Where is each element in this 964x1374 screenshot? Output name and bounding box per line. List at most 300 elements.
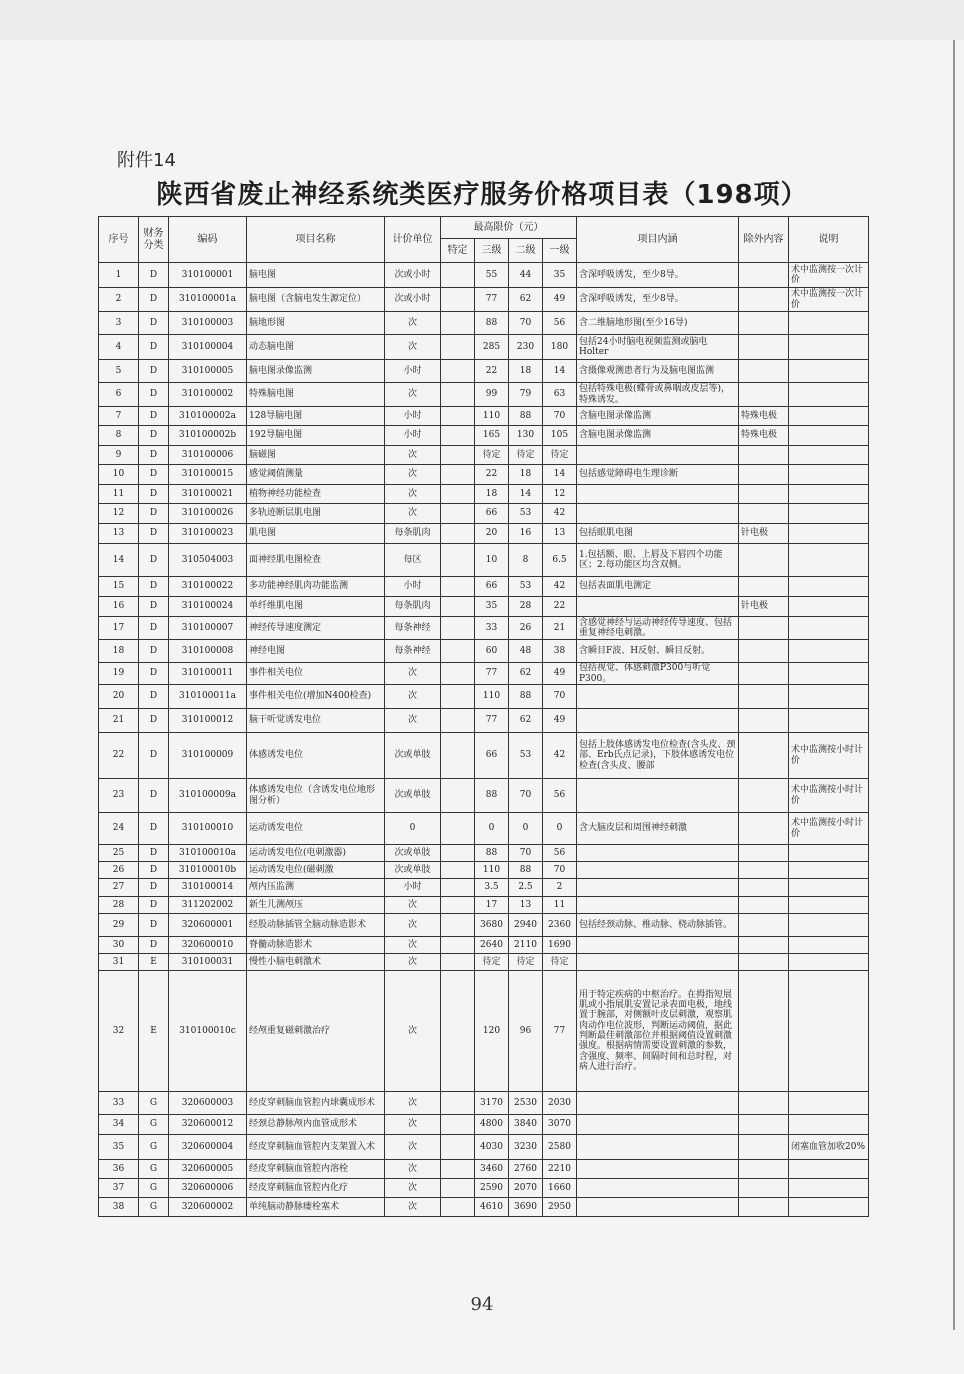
table-row — [99, 524, 869, 544]
code-cell: 310100015 — [169, 465, 247, 485]
header-level3: 三级 — [475, 239, 509, 263]
seq-cell: 19 — [99, 663, 139, 685]
level2-price-cell: 18 — [509, 465, 543, 485]
exclusion-cell — [739, 779, 789, 813]
level3-price-cell: 66 — [475, 577, 509, 597]
level2-price-cell: 2070 — [509, 1179, 543, 1198]
level3-price-cell: 10 — [475, 544, 509, 577]
level1-price-cell: 56 — [543, 312, 577, 335]
code-cell: 310100006 — [169, 446, 247, 465]
name-cell: 多功能神经肌肉功能监测 — [247, 577, 385, 597]
seq-cell: 17 — [99, 617, 139, 640]
name-cell: 事件相关电位(增加N400检查) — [247, 685, 385, 709]
content-cell: 包括24小时脑电视频监测或脑电Holter — [577, 335, 739, 360]
header-exclusion: 除外内容 — [739, 217, 789, 263]
table-row — [99, 1115, 869, 1135]
seq-cell: 12 — [99, 504, 139, 524]
exclusion-cell — [739, 446, 789, 465]
special-price-cell — [441, 426, 475, 446]
table-body — [99, 263, 869, 1217]
name-cell: 面神经肌电图检查 — [247, 544, 385, 577]
note-cell — [789, 485, 869, 504]
content-cell: 含深呼吸诱发，至少8导。 — [577, 263, 739, 288]
level2-price-cell: 88 — [509, 685, 543, 709]
category-cell: D — [139, 383, 169, 407]
content-cell: 包括经颈动脉、椎动脉、桡动脉插管。 — [577, 914, 739, 937]
content-cell — [577, 1092, 739, 1115]
unit-cell: 每条神经 — [385, 640, 441, 663]
level1-price-cell: 49 — [543, 288, 577, 312]
level3-price-cell: 3.5 — [475, 879, 509, 897]
level3-price-cell: 165 — [475, 426, 509, 446]
seq-cell: 24 — [99, 813, 139, 845]
special-price-cell — [441, 845, 475, 862]
category-cell: D — [139, 407, 169, 426]
note-cell — [789, 1160, 869, 1179]
content-cell: 含瞬目F波、H反射、瞬目反射。 — [577, 640, 739, 663]
note-cell — [789, 1115, 869, 1135]
special-price-cell — [441, 1198, 475, 1217]
name-cell: 特殊脑电图 — [247, 383, 385, 407]
category-cell: D — [139, 360, 169, 383]
special-price-cell — [441, 383, 475, 407]
header-level1: 一级 — [543, 239, 577, 263]
note-cell — [789, 577, 869, 597]
name-cell: 经皮穿刺脑血管腔内球囊成形术 — [247, 1092, 385, 1115]
level2-price-cell: 14 — [509, 485, 543, 504]
name-cell: 经皮穿刺脑血管腔内支架置入术 — [247, 1135, 385, 1160]
level2-price-cell: 26 — [509, 617, 543, 640]
name-cell: 神经电图 — [247, 640, 385, 663]
code-cell: 310100002 — [169, 383, 247, 407]
category-cell: D — [139, 845, 169, 862]
name-cell: 经股动脉插管全脑动脉造影术 — [247, 914, 385, 937]
seq-cell: 23 — [99, 779, 139, 813]
note-cell — [789, 862, 869, 879]
note-cell — [789, 897, 869, 914]
level3-price-cell: 77 — [475, 709, 509, 733]
table-row — [99, 485, 869, 504]
category-cell: D — [139, 862, 169, 879]
note-cell — [789, 663, 869, 685]
level3-price-cell: 120 — [475, 971, 509, 1092]
unit-cell: 次 — [385, 709, 441, 733]
special-price-cell — [441, 1179, 475, 1198]
level1-price-cell: 70 — [543, 407, 577, 426]
exclusion-cell — [739, 709, 789, 733]
content-cell — [577, 1179, 739, 1198]
exclusion-cell — [739, 733, 789, 779]
level2-price-cell: 88 — [509, 407, 543, 426]
category-cell: D — [139, 524, 169, 544]
unit-cell: 次 — [385, 383, 441, 407]
exclusion-cell — [739, 335, 789, 360]
code-cell: 310100010b — [169, 862, 247, 879]
code-cell: 310504003 — [169, 544, 247, 577]
seq-cell: 14 — [99, 544, 139, 577]
document-title: 陕西省废止神经系统类医疗服务价格项目表（198项） — [156, 180, 808, 210]
category-cell: G — [139, 1179, 169, 1198]
name-cell: 经颅重复磁刺激治疗 — [247, 971, 385, 1092]
name-cell: 体感诱发电位（含诱发电位地形图分析） — [247, 779, 385, 813]
content-cell: 包括特殊电极(蝶骨或鼻咽或皮层等)，特殊诱发。 — [577, 383, 739, 407]
code-cell: 310100004 — [169, 335, 247, 360]
table-row — [99, 504, 869, 524]
unit-cell: 次 — [385, 485, 441, 504]
level1-price-cell: 38 — [543, 640, 577, 663]
level1-price-cell: 2030 — [543, 1092, 577, 1115]
special-price-cell — [441, 1160, 475, 1179]
seq-cell: 18 — [99, 640, 139, 663]
scan-edge — [0, 0, 964, 40]
level3-price-cell: 33 — [475, 617, 509, 640]
exclusion-cell: 针电极 — [739, 597, 789, 617]
level3-price-cell: 待定 — [475, 954, 509, 971]
seq-cell: 25 — [99, 845, 139, 862]
level1-price-cell: 21 — [543, 617, 577, 640]
level2-price-cell: 79 — [509, 383, 543, 407]
exclusion-cell — [739, 1092, 789, 1115]
level3-price-cell: 60 — [475, 640, 509, 663]
seq-cell: 27 — [99, 879, 139, 897]
note-cell — [789, 335, 869, 360]
table-row — [99, 685, 869, 709]
level1-price-cell: 2360 — [543, 914, 577, 937]
table-row — [99, 544, 869, 577]
level2-price-cell: 62 — [509, 663, 543, 685]
header-category: 财务分类 — [139, 217, 169, 263]
level1-price-cell: 11 — [543, 897, 577, 914]
note-cell — [789, 383, 869, 407]
code-cell: 320600012 — [169, 1115, 247, 1135]
level1-price-cell: 1660 — [543, 1179, 577, 1198]
level2-price-cell: 3840 — [509, 1115, 543, 1135]
content-cell — [577, 709, 739, 733]
code-cell: 310100001a — [169, 288, 247, 312]
unit-cell: 次 — [385, 1160, 441, 1179]
note-cell — [789, 504, 869, 524]
level1-price-cell: 12 — [543, 485, 577, 504]
level1-price-cell: 待定 — [543, 954, 577, 971]
table-row — [99, 709, 869, 733]
table-row — [99, 312, 869, 335]
exclusion-cell — [739, 685, 789, 709]
exclusion-cell — [739, 360, 789, 383]
special-price-cell — [441, 577, 475, 597]
table-row — [99, 1135, 869, 1160]
unit-cell: 次 — [385, 504, 441, 524]
name-cell: 新生儿测颅压 — [247, 897, 385, 914]
seq-cell: 2 — [99, 288, 139, 312]
content-cell — [577, 446, 739, 465]
table-row — [99, 360, 869, 383]
special-price-cell — [441, 335, 475, 360]
category-cell: G — [139, 1198, 169, 1217]
exclusion-cell — [739, 485, 789, 504]
table-row — [99, 1092, 869, 1115]
level2-price-cell: 2940 — [509, 914, 543, 937]
special-price-cell — [441, 524, 475, 544]
level1-price-cell: 6.5 — [543, 544, 577, 577]
note-cell — [789, 954, 869, 971]
level2-price-cell: 2760 — [509, 1160, 543, 1179]
content-cell: 1.包括额、眼、上唇及下唇四个功能区；2.每功能区均含双侧。 — [577, 544, 739, 577]
note-cell — [789, 597, 869, 617]
unit-cell: 次或小时 — [385, 288, 441, 312]
note-cell — [789, 617, 869, 640]
exclusion-cell — [739, 263, 789, 288]
exclusion-cell — [739, 954, 789, 971]
code-cell: 310100011a — [169, 685, 247, 709]
level3-price-cell: 17 — [475, 897, 509, 914]
exclusion-cell — [739, 544, 789, 577]
special-price-cell — [441, 465, 475, 485]
code-cell: 310100003 — [169, 312, 247, 335]
code-cell: 320600004 — [169, 1135, 247, 1160]
level2-price-cell: 62 — [509, 709, 543, 733]
level2-price-cell: 70 — [509, 312, 543, 335]
note-cell — [789, 845, 869, 862]
unit-cell: 次 — [385, 1198, 441, 1217]
level3-price-cell: 88 — [475, 779, 509, 813]
content-cell: 含脑电图录像监测 — [577, 407, 739, 426]
special-price-cell — [441, 937, 475, 954]
special-price-cell — [441, 504, 475, 524]
level3-price-cell: 待定 — [475, 446, 509, 465]
table-row — [99, 813, 869, 845]
seq-cell: 10 — [99, 465, 139, 485]
name-cell: 动态脑电图 — [247, 335, 385, 360]
level3-price-cell: 66 — [475, 733, 509, 779]
level2-price-cell: 44 — [509, 263, 543, 288]
content-cell — [577, 954, 739, 971]
category-cell: D — [139, 685, 169, 709]
exclusion-cell — [739, 937, 789, 954]
level2-price-cell: 待定 — [509, 446, 543, 465]
note-cell — [789, 465, 869, 485]
name-cell: 事件相关电位 — [247, 663, 385, 685]
special-price-cell — [441, 597, 475, 617]
content-cell — [577, 1198, 739, 1217]
level3-price-cell: 4800 — [475, 1115, 509, 1135]
level1-price-cell: 2210 — [543, 1160, 577, 1179]
exclusion-cell — [739, 1135, 789, 1160]
level3-price-cell: 3170 — [475, 1092, 509, 1115]
seq-cell: 4 — [99, 335, 139, 360]
code-cell: 311202002 — [169, 897, 247, 914]
note-cell: 术中监测按一次计价 — [789, 263, 869, 288]
note-cell: 闭塞血管加收20% — [789, 1135, 869, 1160]
level3-price-cell: 22 — [475, 360, 509, 383]
level1-price-cell: 22 — [543, 597, 577, 617]
code-cell: 320600001 — [169, 914, 247, 937]
level3-price-cell: 2640 — [475, 937, 509, 954]
level2-price-cell: 53 — [509, 577, 543, 597]
category-cell: E — [139, 954, 169, 971]
content-cell: 含大脑皮层和周围神经刺激 — [577, 813, 739, 845]
category-cell: D — [139, 914, 169, 937]
exclusion-cell — [739, 879, 789, 897]
seq-cell: 3 — [99, 312, 139, 335]
level1-price-cell: 待定 — [543, 446, 577, 465]
special-price-cell — [441, 446, 475, 465]
level3-price-cell: 55 — [475, 263, 509, 288]
code-cell: 310100009a — [169, 779, 247, 813]
code-cell: 310100011 — [169, 663, 247, 685]
level2-price-cell: 2110 — [509, 937, 543, 954]
code-cell: 310100024 — [169, 597, 247, 617]
seq-cell: 37 — [99, 1179, 139, 1198]
name-cell: 脑电图 — [247, 263, 385, 288]
category-cell: D — [139, 312, 169, 335]
special-price-cell — [441, 263, 475, 288]
name-cell: 128导脑电图 — [247, 407, 385, 426]
exclusion-cell — [739, 1179, 789, 1198]
table-row — [99, 263, 869, 288]
header-seq: 序号 — [99, 217, 139, 263]
note-cell — [789, 971, 869, 1092]
name-cell: 脊髓动脉造影术 — [247, 937, 385, 954]
exclusion-cell — [739, 862, 789, 879]
table-row — [99, 937, 869, 954]
level2-price-cell: 8 — [509, 544, 543, 577]
code-cell: 310100007 — [169, 617, 247, 640]
level1-price-cell: 49 — [543, 709, 577, 733]
level2-price-cell: 28 — [509, 597, 543, 617]
note-cell: 术中监测按小时计价 — [789, 733, 869, 779]
content-cell: 用于特定疾病的中枢治疗。在拇指短展肌或小指展肌安置记录表面电极，地线置于腕部，对侧额叶皮层刺激，观察肌肉动作电位波形，判断运动阈值，据此判断最佳刺激部位并根据阈值设置刺激强度。根据病情需要设置刺激的参数，含强度、频率、间隔时间和总时程，对病人进行治疗。 — [577, 971, 739, 1092]
name-cell: 脑电图录像监测 — [247, 360, 385, 383]
seq-cell: 9 — [99, 446, 139, 465]
special-price-cell — [441, 312, 475, 335]
unit-cell: 小时 — [385, 879, 441, 897]
level3-price-cell: 77 — [475, 663, 509, 685]
annex-label: 附件14 — [117, 150, 176, 171]
level2-price-cell: 0 — [509, 813, 543, 845]
unit-cell: 次 — [385, 685, 441, 709]
header-note: 说明 — [789, 217, 869, 263]
special-price-cell — [441, 685, 475, 709]
unit-cell: 次或小时 — [385, 263, 441, 288]
category-cell: G — [139, 1160, 169, 1179]
note-cell — [789, 937, 869, 954]
code-cell: 310100010a — [169, 845, 247, 862]
name-cell: 脑电图（含脑电发生源定位） — [247, 288, 385, 312]
category-cell: D — [139, 504, 169, 524]
content-cell: 含摄像观测患者行为及脑电图监测 — [577, 360, 739, 383]
category-cell: D — [139, 709, 169, 733]
level1-price-cell: 14 — [543, 465, 577, 485]
category-cell: D — [139, 485, 169, 504]
seq-cell: 16 — [99, 597, 139, 617]
table-row — [99, 577, 869, 597]
unit-cell: 小时 — [385, 360, 441, 383]
seq-cell: 11 — [99, 485, 139, 504]
name-cell: 脑地形图 — [247, 312, 385, 335]
table-row — [99, 1179, 869, 1198]
table-row — [99, 845, 869, 862]
category-cell: D — [139, 813, 169, 845]
level1-price-cell: 49 — [543, 663, 577, 685]
page-number: 94 — [470, 1294, 494, 1315]
exclusion-cell — [739, 663, 789, 685]
code-cell: 320600005 — [169, 1160, 247, 1179]
table-row — [99, 465, 869, 485]
scan-fold-line — [953, 40, 955, 1330]
name-cell: 神经传导速度测定 — [247, 617, 385, 640]
level1-price-cell: 42 — [543, 504, 577, 524]
content-cell: 含深呼吸诱发，至少8导。 — [577, 288, 739, 312]
header-code: 编码 — [169, 217, 247, 263]
table-row — [99, 335, 869, 360]
code-cell: 320600010 — [169, 937, 247, 954]
level3-price-cell: 110 — [475, 685, 509, 709]
seq-cell: 28 — [99, 897, 139, 914]
level3-price-cell: 20 — [475, 524, 509, 544]
table-row — [99, 733, 869, 779]
level1-price-cell: 70 — [543, 862, 577, 879]
seq-cell: 34 — [99, 1115, 139, 1135]
unit-cell: 小时 — [385, 426, 441, 446]
exclusion-cell — [739, 465, 789, 485]
special-price-cell — [441, 1135, 475, 1160]
seq-cell: 1 — [99, 263, 139, 288]
level1-price-cell: 42 — [543, 733, 577, 779]
level3-price-cell: 99 — [475, 383, 509, 407]
unit-cell: 次 — [385, 1135, 441, 1160]
level3-price-cell: 4030 — [475, 1135, 509, 1160]
seq-cell: 6 — [99, 383, 139, 407]
unit-cell: 次 — [385, 971, 441, 1092]
exclusion-cell: 特殊电极 — [739, 426, 789, 446]
unit-cell: 次 — [385, 897, 441, 914]
level1-price-cell: 63 — [543, 383, 577, 407]
name-cell: 单纤维肌电图 — [247, 597, 385, 617]
unit-cell: 每条肌肉 — [385, 524, 441, 544]
unit-cell: 次 — [385, 1115, 441, 1135]
note-cell: 术中监测按小时计价 — [789, 779, 869, 813]
seq-cell: 33 — [99, 1092, 139, 1115]
note-cell — [789, 685, 869, 709]
note-cell — [789, 446, 869, 465]
special-price-cell — [441, 288, 475, 312]
content-cell: 含脑电图录像监测 — [577, 426, 739, 446]
header-unit: 计价单位 — [385, 217, 441, 263]
note-cell: 术中监测按小时计价 — [789, 813, 869, 845]
level1-price-cell: 2950 — [543, 1198, 577, 1217]
unit-cell: 次 — [385, 937, 441, 954]
unit-cell: 小时 — [385, 407, 441, 426]
exclusion-cell: 特殊电极 — [739, 407, 789, 426]
special-price-cell — [441, 617, 475, 640]
seq-cell: 22 — [99, 733, 139, 779]
table-row — [99, 597, 869, 617]
level3-price-cell: 88 — [475, 845, 509, 862]
content-cell — [577, 1135, 739, 1160]
unit-cell: 次或单肢 — [385, 779, 441, 813]
unit-cell: 次 — [385, 465, 441, 485]
level2-price-cell: 待定 — [509, 954, 543, 971]
special-price-cell — [441, 1115, 475, 1135]
level1-price-cell: 1690 — [543, 937, 577, 954]
level2-price-cell: 16 — [509, 524, 543, 544]
level2-price-cell: 2.5 — [509, 879, 543, 897]
level3-price-cell: 22 — [475, 465, 509, 485]
level1-price-cell: 180 — [543, 335, 577, 360]
content-cell — [577, 779, 739, 813]
level1-price-cell: 3070 — [543, 1115, 577, 1135]
level1-price-cell: 14 — [543, 360, 577, 383]
